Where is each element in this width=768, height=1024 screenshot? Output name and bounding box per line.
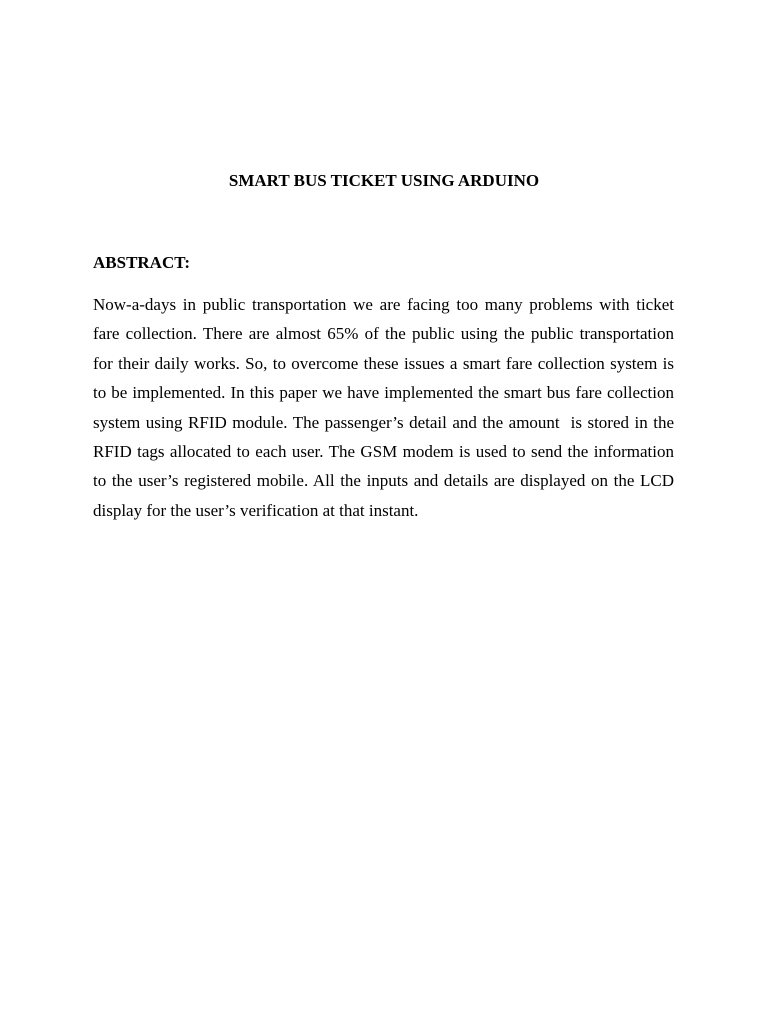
abstract-paragraph: Now-a-days in public transportation we are facing too many problems with ticket fare collection. There are almost 65% of the public using the public transportation for their daily works. So, to overcome these issues a smart fare collection system is to be implemented. In this paper we have implemented the smart bus fare collection system using RFID module. The passenger’s detail and the amount is stored in the RFID tags allocated to each user. The GSM modem is used to send the information to the user’s registered mobile. All the inputs and details are displayed on the LCD display for the user’s verification at that instant. <box>93 295 679 520</box>
document-title: SMART BUS TICKET USING ARDUINO <box>228 171 540 190</box>
abstract-heading: ABSTRACT: <box>93 253 190 272</box>
